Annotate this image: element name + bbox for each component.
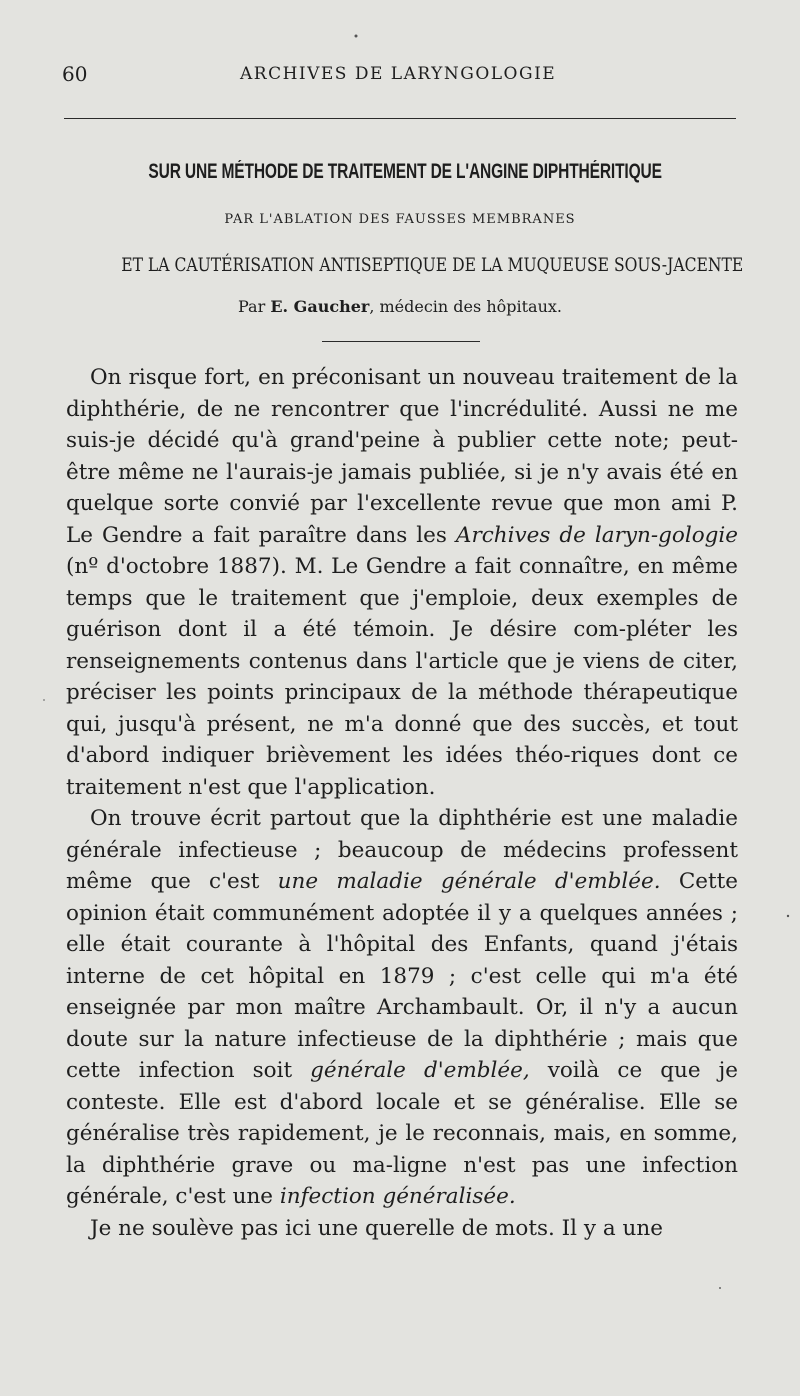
paragraph-2-text-b: Cette opinion était communément adoptée il y a quelques années ; elle était courante à l'hôpital des Enfants, quand j'étais interne de cet hôpital en 1879 ; c'est celle qui m'a été enseignée par mon maître Archambault. Or, il n'y a aucun doute sur la nature infectieuse de la diphthérie ; mais que cette infection soit [66,869,739,1083]
article-subtitle-line-2: ET LA CAUTÉRISATION ANTISEPTIQUE DE LA MUQUEUSE SOUS-JACENTE [121,254,744,276]
byline [60,297,740,316]
header-rule [64,118,736,119]
paragraph-1-italic: Archives de laryn-gologie [455,522,739,548]
article-subtitle-line-1: PAR L'ABLATION DES FAUSSES MEMBRANES [224,212,576,227]
paragraph-3 [66,1213,738,1245]
paragraph-2 [66,803,738,1213]
paragraph-2-text-a: On trouve écrit partout que la diphthérie est une maladie générale infectieuse ; beaucoup de médecins professent même que c'est [66,806,738,894]
paragraph-2-italic-2: générale d'emblée, [310,1058,530,1083]
title-separator-rule [322,341,480,342]
byline-prefix: Par [238,297,271,316]
paragraph-2-italic-1: une maladie générale d'emblée. [277,869,661,894]
byline-suffix: , médecin des hôpitaux. [369,297,562,316]
paragraph-3-text: Je ne soulève pas ici une querelle de mots. Il y a une [90,1215,663,1241]
paragraph-1-text-a: On risque fort, en préconisant un nouveau traitement de la diphthérie, de ne rencontrer que l'incrédulité. Aussi ne me suis-je décidé qu'à grand'peine à publier cette note; peut-être même ne l'aurais-je jamais publiée, si je n'y avais été en quelque sorte convié par l'excellente revue que mon ami P. Le Gendre a fait paraître dans les [66,365,738,548]
running-head [62,62,742,90]
body-text [66,362,738,1244]
paragraph-2-text-c: voilà ce que je conteste. Elle est d'abord locale et se généralise. Elle se généralise très rapidement, je le reconnais, mais, en somme, la diphthérie grave ou ma-ligne n'est pas une infection générale, c'est une [66,1058,738,1209]
paragraph-1-text-b: (nº d'octobre 1887). M. Le Gendre a fait connaître, en même temps que le traitement que j'emploie, deux exemples de guérison dont il a été témoin. Je désire com-pléter les renseignements contenus dans l'article que je viens de citer, préciser les points principaux de la méthode thérapeutique qui, jusqu'à présent, ne m'a donné que des succès, et tout d'abord indiquer brièvement les idées théo-riques dont ce traitement n'est que l'application. [66,554,738,800]
paragraph-1 [66,362,738,803]
journal-title: ARCHIVES DE LARYNGOLOGIE [240,64,557,84]
paragraph-2-italic-3: infection généralisée. [279,1184,516,1209]
byline-author: E. Gaucher [270,297,370,316]
page-number: 60 [62,62,88,86]
article-title: SUR UNE MÉTHODE DE TRAITEMENT DE L'ANGINE DIPHTHÉRITIQUE [148,160,662,183]
